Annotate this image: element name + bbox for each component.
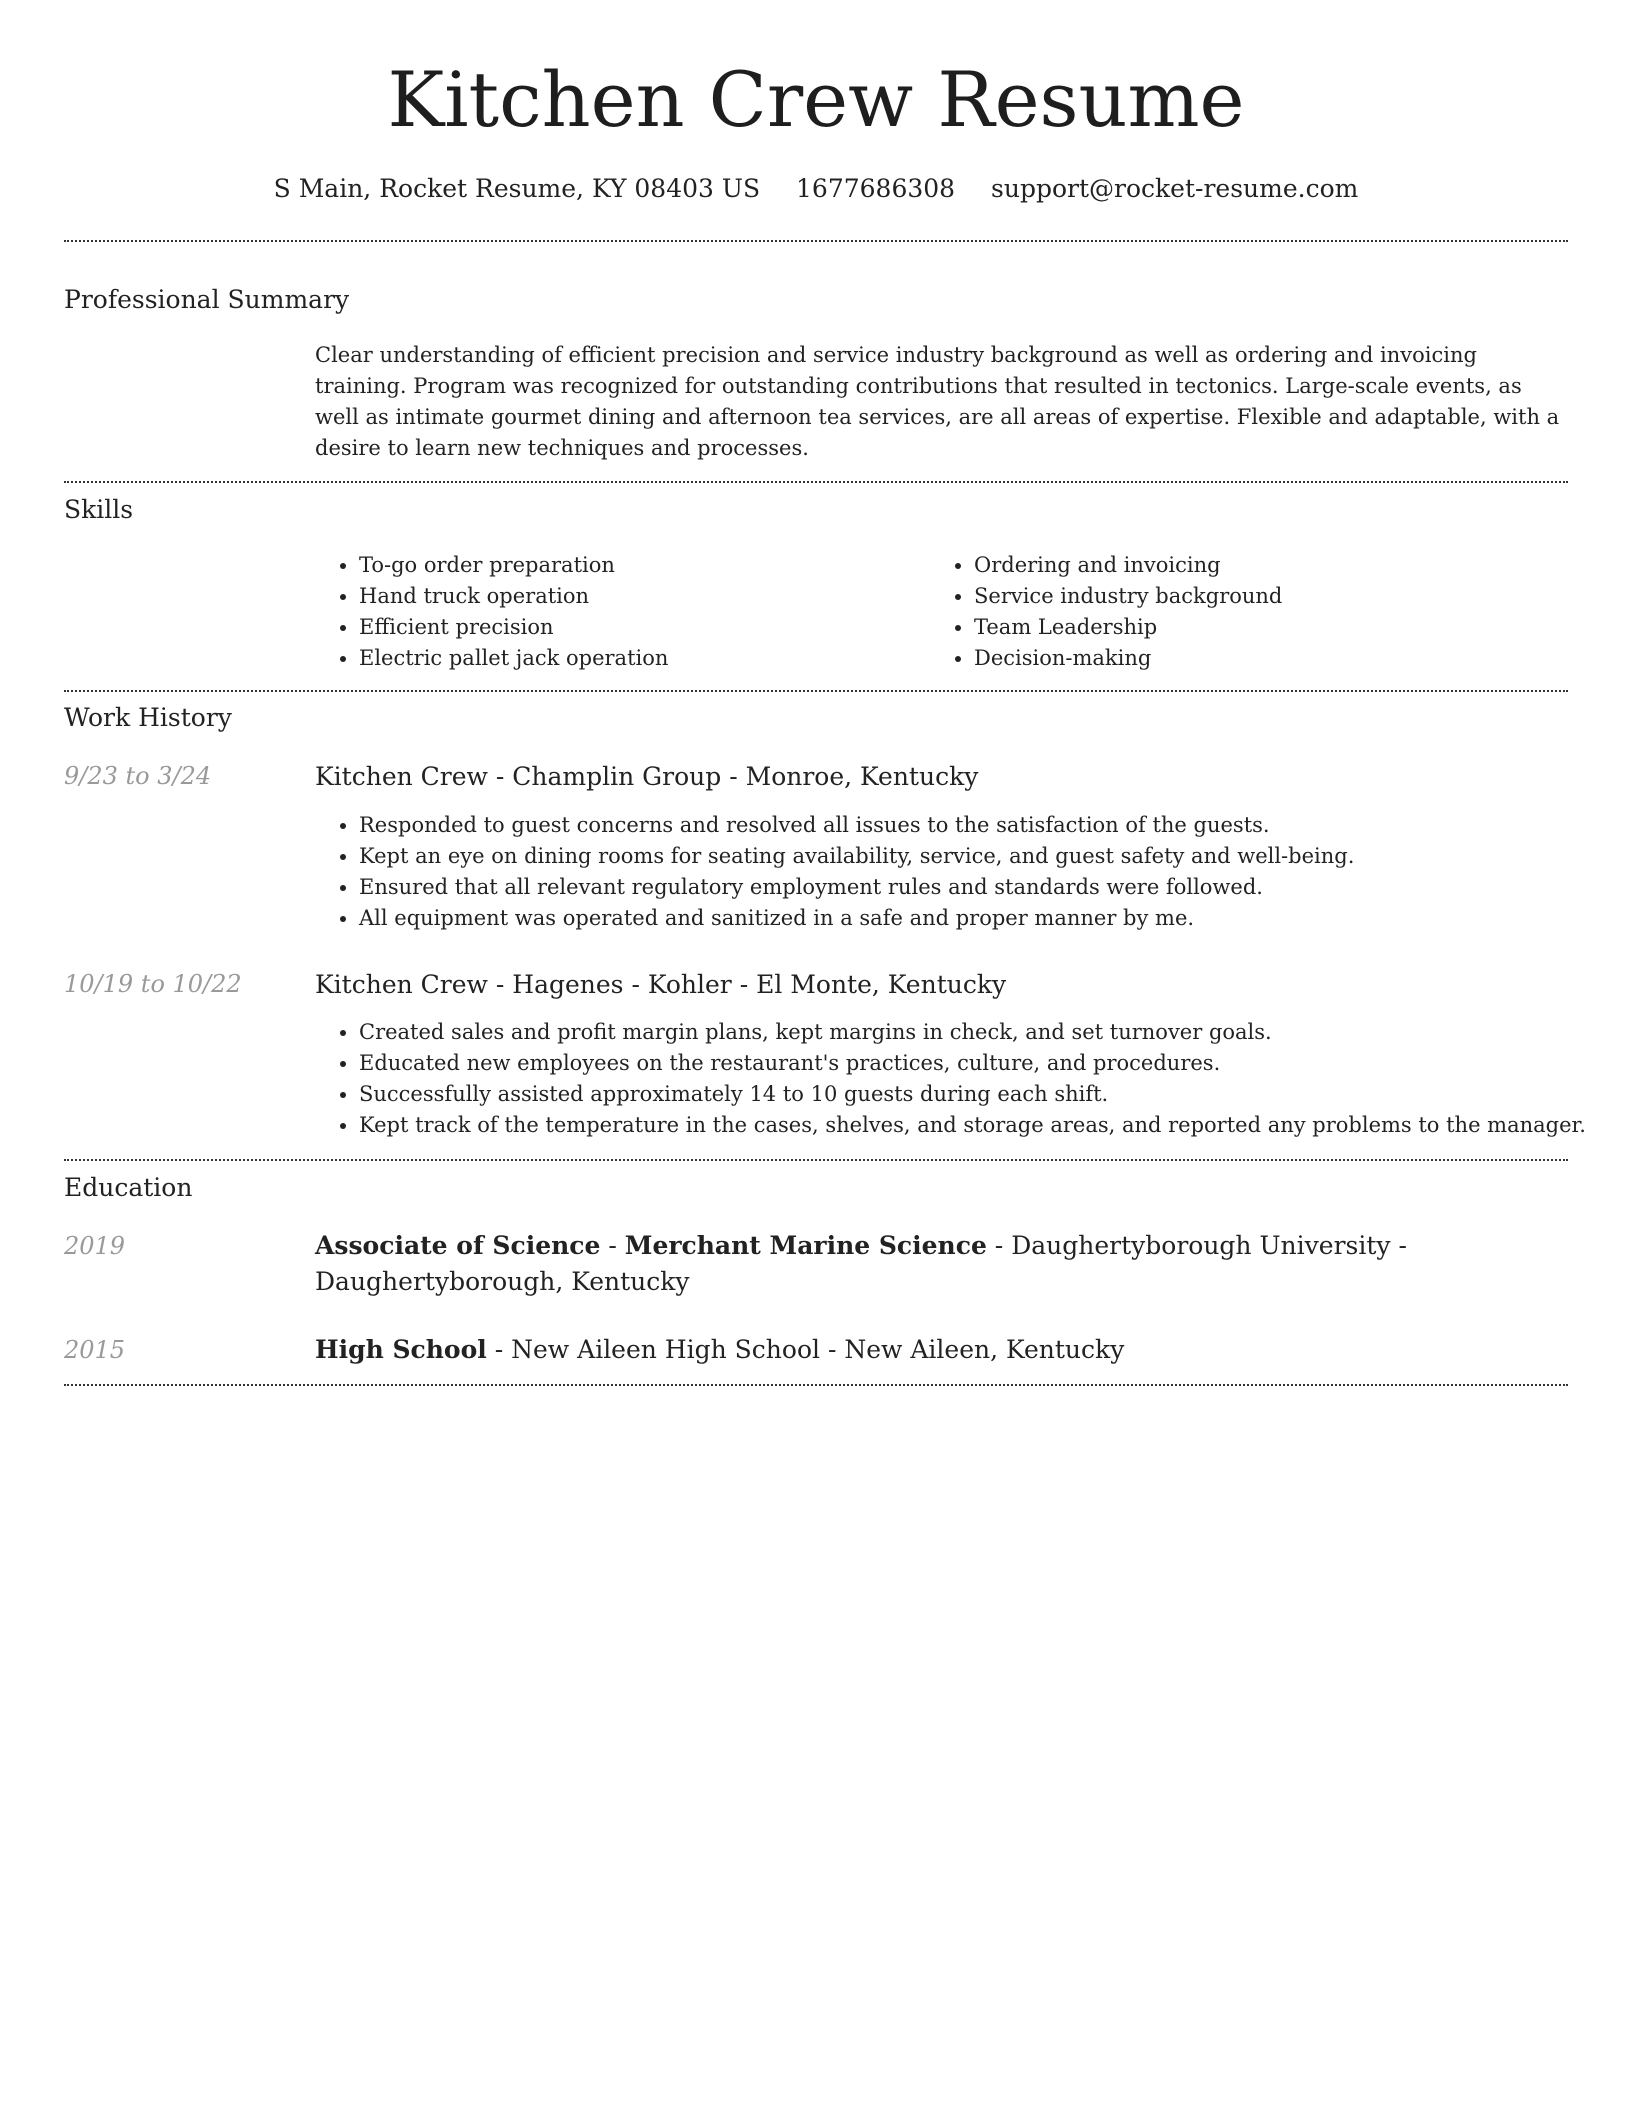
- contact-address: S Main, Rocket Resume, KY 08403 US: [273, 174, 761, 203]
- education-location: Daughertyborough, Kentucky: [315, 1267, 690, 1296]
- job-title: Kitchen Crew: [315, 762, 488, 791]
- divider: [64, 690, 1568, 692]
- summary-text: Clear understanding of efficient precision and service industry background as well as ordering and invoicing training. Program was recognized for outstanding contributions that resulted in tectonics. Large-scale events, as well as intimate gourmet dining and afternoon tea services, are all areas of expertise. Flexible and adaptable, with a desire to learn new techniques and processes.: [315, 343, 1560, 460]
- section-heading-summary: Professional Summary: [64, 285, 350, 314]
- divider: [64, 481, 1568, 483]
- contact-line: [0, 172, 1632, 206]
- education-degree: High School: [315, 1335, 487, 1364]
- job-company: Champlin Group: [512, 762, 722, 791]
- education-year: 2019: [64, 1232, 126, 1260]
- education-entry: Associate of Science - Merchant Marine Science - Daughertyborough University - Daughertyborough, Kentucky: [315, 1231, 1407, 1296]
- job-heading: Kitchen Crew - Hagenes - Kohler - El Monte, Kentucky: [315, 970, 1007, 999]
- job-bullet: • All equipment was operated and sanitized in a safe and proper manner by me.: [359, 903, 1609, 934]
- job-bullet: • Successfully assisted approximately 14 to 10 guests during each shift.: [359, 1079, 1609, 1110]
- skill-item: • Team Leadership: [974, 612, 1282, 643]
- job-location: El Monte, Kentucky: [756, 970, 1007, 999]
- skill-item: • Service industry background: [974, 581, 1282, 612]
- job-bullet: • Kept track of the temperature in the cases, shelves, and storage areas, and reported any problems to the manager.: [359, 1110, 1609, 1141]
- job-dates: 9/23 to 3/24: [64, 762, 212, 790]
- education-field: Merchant Marine Science: [624, 1231, 987, 1260]
- job-title: Kitchen Crew: [315, 970, 488, 999]
- skills-list-right: [930, 550, 1282, 674]
- contact-phone: 1677686308: [796, 174, 956, 203]
- section-heading-work: Work History: [64, 703, 232, 732]
- skill-item: • Decision-making: [974, 643, 1282, 674]
- section-heading-skills: Skills: [64, 495, 134, 524]
- skill-item: • Hand truck operation: [359, 581, 668, 612]
- education-school: New Aileen High School: [511, 1335, 820, 1364]
- skill-item: • Efficient precision: [359, 612, 668, 643]
- contact-email: support@rocket-resume.com: [991, 174, 1359, 203]
- education-entry: High School - New Aileen High School - New Aileen, Kentucky: [315, 1335, 1125, 1364]
- divider: [64, 1159, 1568, 1161]
- job-dates: 10/19 to 10/22: [64, 970, 242, 998]
- education-degree: Associate of Science: [315, 1231, 601, 1260]
- job-bullets: [315, 1017, 1609, 1141]
- skill-item: • To-go order preparation: [359, 550, 668, 581]
- divider: [64, 1384, 1568, 1386]
- job-heading: Kitchen Crew - Champlin Group - Monroe, Kentucky: [315, 762, 979, 791]
- job-bullet: • Kept an eye on dining rooms for seating availability, service, and guest safety and well-being.: [359, 841, 1609, 872]
- job-bullet: • Educated new employees on the restaurant's practices, culture, and procedures.: [359, 1048, 1609, 1079]
- education-year: 2015: [64, 1336, 126, 1364]
- job-bullets: [315, 810, 1609, 934]
- skill-item: • Ordering and invoicing: [974, 550, 1282, 581]
- education-school: Daughertyborough University: [1011, 1231, 1391, 1260]
- resume-title: Kitchen Crew Resume: [387, 55, 1245, 144]
- job-bullet: • Created sales and profit margin plans, kept margins in check, and set turnover goals.: [359, 1017, 1609, 1048]
- section-heading-education: Education: [64, 1173, 193, 1202]
- skills-list-left: [315, 550, 668, 674]
- skill-item: • Electric pallet jack operation: [359, 643, 668, 674]
- job-bullet: • Ensured that all relevant regulatory employment rules and standards were followed.: [359, 872, 1609, 903]
- job-bullet: • Responded to guest concerns and resolved all issues to the satisfaction of the guests.: [359, 810, 1609, 841]
- education-location: New Aileen, Kentucky: [844, 1335, 1125, 1364]
- job-company: Hagenes - Kohler: [512, 970, 732, 999]
- job-location: Monroe, Kentucky: [745, 762, 979, 791]
- divider: [64, 240, 1568, 242]
